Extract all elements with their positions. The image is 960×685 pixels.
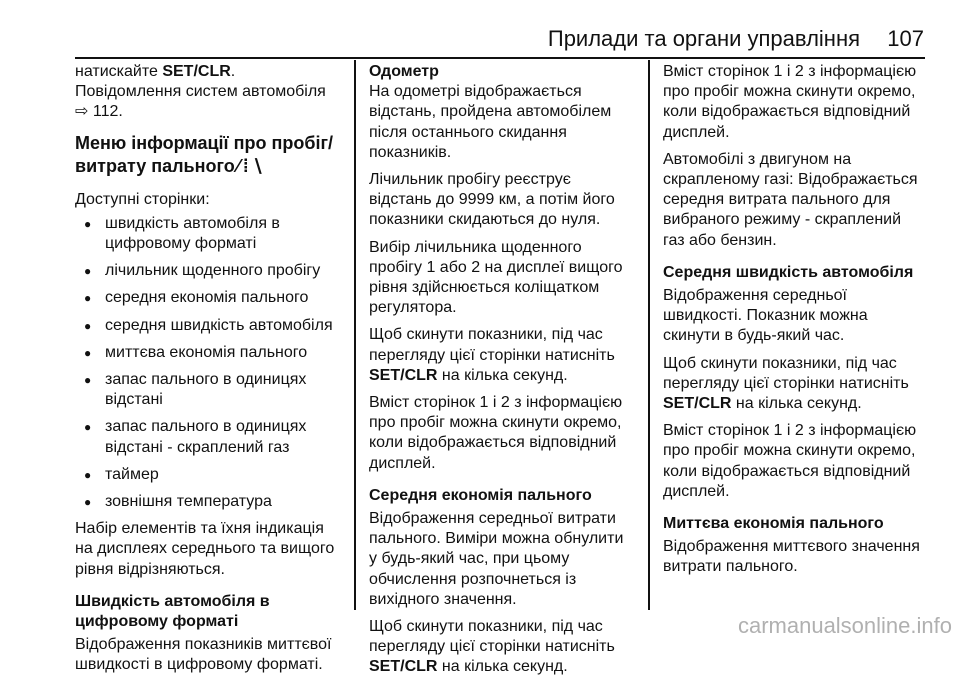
set-clr-label: SET/CLR [162, 63, 231, 80]
text: Щоб скинути показники, під час перегляду цієї сторінки натисніть [663, 354, 909, 392]
text: на кілька секунд. [437, 658, 568, 676]
paragraph-display-differences: Набір елементів та їхня індикація на дисплеях середнього та вищого рівня відрізняються. [75, 520, 335, 578]
text: натискайте [75, 63, 163, 80]
intro-text: Доступні сторінки: [75, 190, 210, 208]
paragraph-reset [369, 325, 631, 386]
column-middle [369, 62, 631, 685]
page-number: 107 [887, 26, 924, 51]
section-heading-trip-info [75, 132, 337, 178]
paragraph-lpg: Автомобілі з двигуном на скрапленому газі: Відображається середня витрата пального для вибраного режиму - скраплений газ або бензин. [663, 150, 918, 249]
paragraph-instant-fuel: Відображення миттєвого значення витрати пального. [663, 538, 920, 576]
text: . [230, 63, 236, 80]
heading-text: Меню інформації про пробіг/витрату пального [75, 132, 333, 176]
list-item: ● зовнішня температура [75, 492, 337, 512]
section-heading-digital-speed: Швидкість автомобіля в цифровому форматі [75, 592, 270, 631]
set-clr-label: SET/CLR [369, 366, 438, 384]
paragraph-set-clr [75, 62, 337, 123]
paragraph-odometer: На одометрі відображається відстань, пройдена автомобілем після останнього скидання показників. [369, 83, 612, 161]
section-heading-odometer: Одометр [369, 63, 439, 80]
list-item: ● таймер [75, 465, 337, 485]
cross-reference-text: Повідомлення систем автомобіля [75, 83, 326, 101]
paragraph-trip-select: Вибір лічильника щоденного пробігу 1 або 2 на дисплеї вищого рівня здійснюється коліщатком регулятора. [369, 238, 623, 317]
list-item: ● запас пального в одиницях відстані - скраплений газ [75, 417, 337, 457]
section-heading-avg-speed: Середня швидкість автомобіля [663, 263, 914, 281]
watermark: carmanualsonline.info [737, 613, 952, 638]
column-divider-right [648, 60, 650, 610]
text: Щоб скинути показники, під час перегляду цієї сторінки натисніть [369, 326, 615, 364]
available-pages-list [75, 214, 337, 512]
paragraph-reset-separately: Вміст сторінок 1 і 2 з інформацією про пробіг можна скинути окремо, коли відображається відповідний дисплей. [663, 63, 917, 141]
paragraph-reset-separately: Вміст сторінок 1 і 2 з інформацією про пробіг можна скинути окремо, коли відображається відповідний дисплей. [369, 394, 623, 472]
list-item: ● миттєва економія пального [75, 343, 337, 363]
list-item: ● середня швидкість автомобіля [75, 316, 337, 336]
section-heading-avg-fuel: Середня економія пального [369, 486, 592, 504]
list-item: ● середня економія пального [75, 288, 337, 308]
text: на кілька секунд. [731, 395, 862, 413]
paragraph-reset [663, 354, 925, 415]
column-left [75, 62, 337, 683]
section-heading-instant-fuel: Миттєва економія пального [663, 515, 884, 533]
trip-fuel-icon: ⁄⁞∖ [236, 155, 267, 176]
text: Щоб скинути показники, під час перегляду цієї сторінки натисніть [369, 618, 615, 656]
page-title: Прилади та органи управління [547, 26, 860, 51]
column-right [663, 62, 925, 585]
header-rule [75, 57, 925, 59]
list-item: ● лічильник щоденного пробігу [75, 261, 337, 281]
paragraph-digital-speed: Відображення показників миттєвої швидкості в цифровому форматі. [75, 636, 332, 674]
paragraph-trip-counter: Лічильник пробігу реєструє відстань до 9999 км, а потім його показники скидаються до нуля. [369, 171, 615, 229]
paragraph-reset [369, 617, 631, 678]
page-header [0, 0, 960, 60]
paragraph-reset-separately: Вміст сторінок 1 і 2 з інформацією про пробіг можна скинути окремо, коли відображається відповідний дисплей. [663, 422, 917, 500]
list-item: ● запас пального в одиницях відстані [75, 370, 337, 410]
text: на кілька секунд. [437, 366, 568, 384]
set-clr-label: SET/CLR [663, 395, 732, 413]
set-clr-label: SET/CLR [369, 658, 438, 676]
paragraph-avg-fuel: Відображення середньої витрати пального. Виміри можна обнулити у будь-який час, при цьому обчислення розпочнеться із вихідного значення. [369, 510, 624, 608]
list-item: ● швидкість автомобіля в цифровому форматі [75, 214, 337, 254]
page-reference-link[interactable]: ⇨ 112. [75, 103, 123, 121]
paragraph-avg-speed: Відображення середньої швидкості. Показник можна скинути в будь-який час. [663, 287, 868, 345]
column-divider-left [354, 60, 356, 610]
